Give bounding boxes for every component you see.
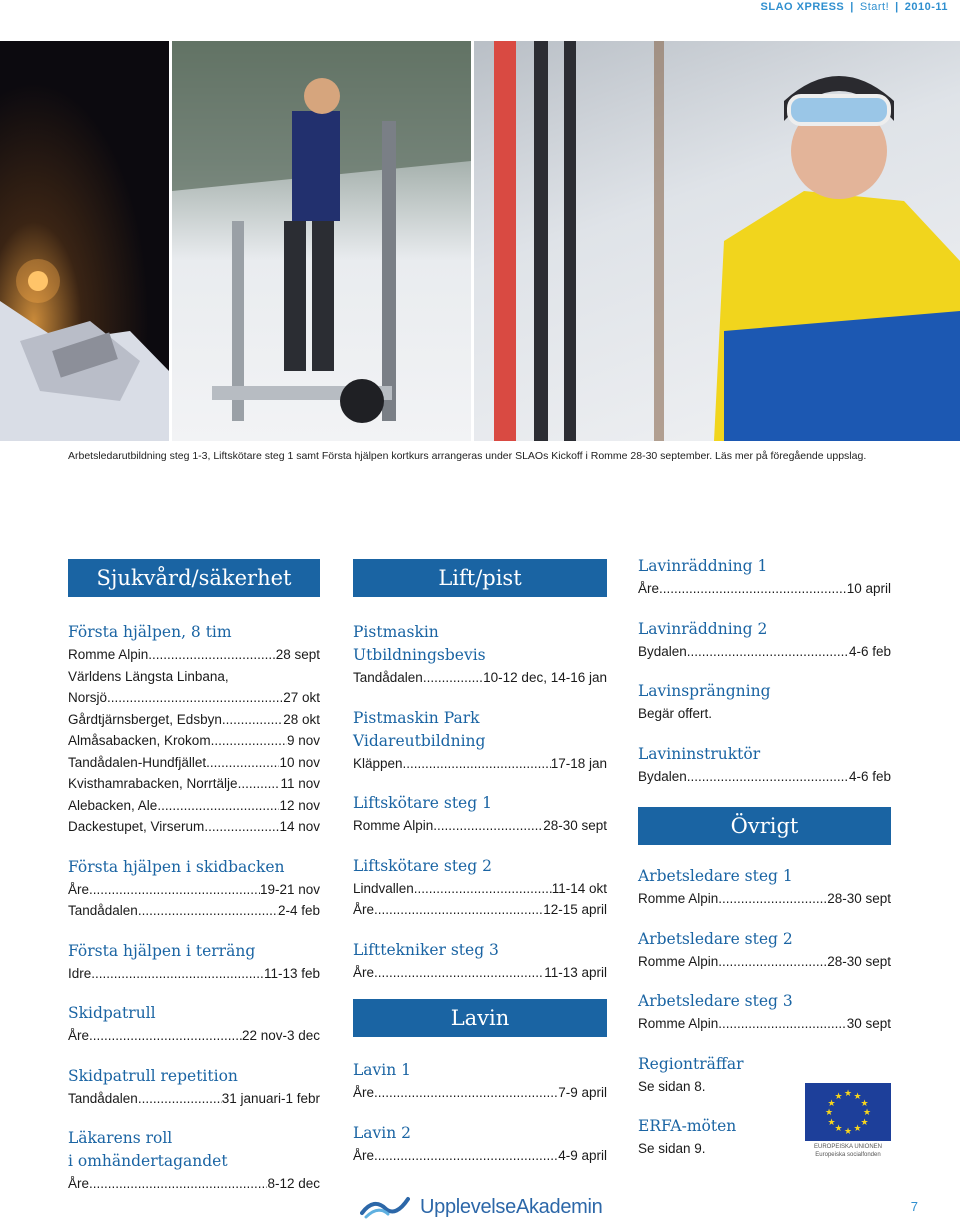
course-date: 10 nov [279,754,320,770]
section-banner-ovrigt: Övrigt [638,807,891,845]
running-header [761,1,948,13]
dot-leader [211,730,287,752]
dot-leader [718,888,827,910]
course-date-row [68,1025,320,1047]
course-section [68,856,320,922]
course-heading: Första hjälpen i skidbacken [68,857,285,876]
course-date: 10-12 dec, 14-16 jan [483,670,607,685]
course-section [353,1059,607,1104]
course-location: Åre [68,881,90,897]
eu-star-icon: ★ [825,1107,834,1117]
course-date-row [68,730,320,752]
course-date-row [68,773,320,795]
issue-date: 2010-11 [904,1,948,13]
dot-leader [433,815,543,837]
course-heading-line2: i omhändertagandet [68,1152,228,1170]
course-heading: Liftskötare steg 2 [353,856,492,875]
dot-leader [89,879,260,901]
eu-text [805,1143,891,1159]
eu-star-icon: ★ [853,1123,862,1134]
course-note: Världens Längsta Linbana, [68,668,229,684]
dot-leader [206,752,279,774]
separator: | [895,1,899,13]
course-location: Åre [353,1147,375,1163]
course-location: Alebacken, Ale [68,797,158,813]
page-number: 7 [910,1199,918,1214]
dot-leader [138,1088,222,1110]
eu-star-icon: ★ [844,1088,853,1098]
course-section [353,855,607,921]
course-location: Bydalen [638,768,687,784]
course-date-row [68,816,320,838]
course-heading: Arbetsledare steg 3 [638,992,793,1010]
course-date-row [353,1082,607,1104]
photo-ski-patroller [474,41,960,441]
column-lavin-ovrigt [638,555,891,1160]
course-date: 22 nov-3 dec [241,1028,320,1043]
course-heading: Lavinräddning 2 [638,619,768,638]
magazine-title: SLAO XPRESS [760,1,845,13]
course-date: 4-6 feb [848,643,891,659]
course-location: Norsjö [68,690,108,705]
course-heading-line2: Utbildningsbevis [353,646,486,664]
course-date: 4-9 april [558,1147,607,1163]
column-sjukvard [68,555,320,1195]
dot-leader [414,878,552,900]
course-date: 14 nov [279,819,320,834]
course-date-row [353,815,607,837]
photo-lift-worker [172,41,471,441]
course-section [353,792,607,837]
course-location: Åre [353,964,375,980]
course-date-row [353,667,607,689]
course-location: Åre [68,1028,90,1043]
course-heading: Liftskötare steg 1 [353,794,492,812]
course-list [353,1059,607,1166]
dot-leader [238,773,281,795]
course-date-row [638,888,891,910]
course-location: Kvisthamrabacken, Norrtälje [68,776,238,791]
course-date-row [68,752,320,774]
photo-strip [0,41,960,441]
course-location: Romme Alpin [353,818,434,833]
course-date: 2-4 feb [277,903,320,918]
photo-caption: Arbetsledarutbildning steg 1-3, Liftskötare steg 1 samt Första hjälpen kortkurs arrangeras under SLAOs Kickoff i Romme 28-30 september. Läs mer på föregående uppslag. [68,450,867,462]
course-note: Begär offert. [638,706,713,721]
course-note: Se sidan 9. [638,1141,706,1156]
course-location: Idre [68,965,92,981]
course-heading: Arbetsledare steg 2 [638,929,793,948]
eu-line2: Europeiska socialfonden [815,1152,881,1158]
course-heading: Pistmaskin Park [353,708,480,727]
course-location: Romme Alpin [638,891,719,906]
course-date-row [68,644,320,666]
course-section [68,621,320,838]
eu-star-icon: ★ [827,1097,836,1108]
eu-line1: EUROPEISKA UNIONEN [813,1144,882,1150]
course-location: Tandådalen [353,670,423,685]
course-heading: Lavinräddning 1 [638,557,768,575]
course-heading: Lavin 1 [353,1061,412,1079]
column-lift-pist [353,555,607,1166]
course-section [638,990,891,1035]
section-banner-lift-pist: Lift/pist [353,559,607,597]
course-heading-line2: Vidareutbildning [353,731,486,750]
course-section [638,555,891,600]
course-date-row [68,879,320,901]
brand-name: UpplevelseAkademin [420,1195,603,1218]
course-section [68,1002,320,1047]
dot-leader [91,963,264,985]
course-section [638,743,891,788]
course-date-row [68,1173,320,1195]
eu-logo [805,1083,891,1161]
dot-leader [204,816,279,838]
course-section [353,707,607,775]
course-date-row [353,878,607,900]
course-date: 28-30 sept [543,818,607,833]
dot-leader [374,1082,558,1104]
course-date: 28 sept [275,647,320,662]
course-date: 28-30 sept [827,891,891,906]
course-section [353,1122,607,1167]
course-section [638,680,891,725]
course-date-row [353,1145,607,1167]
course-section [68,940,320,985]
course-location: Romme Alpin [68,647,149,662]
swoosh-icon [360,1195,410,1219]
course-date: 4-6 feb [848,768,891,784]
dot-leader [374,962,544,984]
eu-star-icon: ★ [834,1123,843,1134]
eu-star-icon: ★ [853,1090,862,1101]
course-heading: Lifttekniker steg 3 [353,940,499,959]
dot-leader [423,667,483,689]
dot-leader [374,1145,558,1167]
course-heading: ERFA-möten [638,1117,737,1135]
course-location: Romme Alpin [638,953,719,969]
course-location: Åre [68,1176,90,1191]
course-location: Romme Alpin [638,1016,719,1031]
course-date: 19-21 nov [259,881,320,897]
course-date: 11-13 feb [263,965,320,981]
eu-star-icon: ★ [863,1107,872,1117]
dot-leader [687,641,849,663]
course-date: 11-14 okt [551,880,607,896]
course-location: Åre [353,902,375,917]
course-heading: Lavin 2 [353,1123,412,1142]
course-section [638,865,891,910]
eu-star-icon: ★ [860,1097,869,1108]
course-section [638,928,891,973]
course-heading: Regionträffar [638,1054,744,1073]
course-date: 11 nov [280,776,320,791]
course-location: Kläppen [353,755,403,771]
dot-leader [222,709,283,731]
course-heading: Arbetsledare steg 1 [638,867,793,885]
dot-leader [89,1173,267,1195]
course-date: 30 sept [846,1016,891,1031]
course-location: Lindvallen [353,880,414,896]
course-date: 8-12 dec [267,1176,320,1191]
section-banner-sjukvard: Sjukvård/säkerhet [68,559,320,597]
course-date-row [638,766,891,788]
course-date-row [638,1013,891,1035]
course-date-row [68,795,320,817]
course-heading: Läkarens roll [68,1129,173,1147]
eu-star-icon: ★ [834,1090,843,1101]
course-heading: Skidpatrull [68,1004,156,1022]
dot-leader [107,687,283,709]
course-list [353,621,607,983]
course-date: 10 april [846,581,891,596]
course-location: Tandådalen [68,1090,138,1106]
section-name: Start! [859,1,890,13]
course-date-row [353,753,607,775]
course-date: 12-15 april [543,902,607,917]
eu-star-icon: ★ [860,1116,869,1127]
course-date: 27 okt [283,690,320,705]
course-date-row [68,900,320,922]
course-heading: Pistmaskin [353,623,439,641]
dot-leader [138,900,278,922]
course-list [638,555,891,787]
photo-snow-groomer-night [0,41,169,441]
course-location: Bydalen [638,643,687,659]
course-heading: Första hjälpen i terräng [68,941,256,960]
dot-leader [687,766,849,788]
course-date: 11-13 april [544,964,607,980]
course-heading: Lavinsprängning [638,682,771,700]
course-location: Gårdtjärnsberget, Edsbyn [68,711,222,727]
dot-leader [718,951,827,973]
course-location: Åre [638,581,660,596]
course-date-row [638,951,891,973]
course-date-row [68,687,320,709]
eu-star-icon: ★ [844,1126,853,1136]
dot-leader [157,795,279,817]
course-heading: Lavininstruktör [638,744,761,763]
dot-leader [718,1013,846,1035]
dot-leader [148,644,275,666]
course-date-row [68,1088,320,1110]
course-date: 28 okt [283,711,320,727]
course-date-row [353,899,607,921]
course-heading: Första hjälpen, 8 tim [68,623,232,641]
dot-leader [659,578,847,600]
course-location: Almåsabacken, Krokom [68,733,211,748]
separator: | [850,1,854,13]
course-date-row [638,578,891,600]
course-section [68,1065,320,1110]
eu-star-icon: ★ [827,1116,836,1127]
course-location: Åre [353,1085,375,1100]
course-date: 12 nov [279,797,320,813]
dot-leader [374,899,543,921]
course-location: Tandådalen-Hundfjället [68,754,207,770]
course-date: 28-30 sept [827,953,891,969]
dot-leader [89,1025,242,1047]
course-date-row [353,962,607,984]
course-section [638,618,891,663]
course-location: Dackestupet, Virserum [68,819,205,834]
course-section [353,939,607,984]
course-date-row [638,641,891,663]
course-section [353,621,607,689]
course-date: 9 nov [286,733,320,748]
dot-leader [403,753,551,775]
course-date-row [68,709,320,731]
course-location: Tandådalen [68,903,138,918]
course-date-row [68,963,320,985]
upplevelseakademin-logo [360,1193,602,1221]
course-date: 31 januari-1 febr [221,1090,320,1106]
course-heading: Skidpatrull repetition [68,1066,238,1085]
section-banner-lavin: Lavin [353,999,607,1037]
course-date: 17-18 jan [550,755,607,771]
course-date: 7-9 april [558,1085,607,1100]
eu-flag-icon [805,1083,891,1141]
course-note: Se sidan 8. [638,1078,706,1094]
course-list [68,621,320,1195]
course-section [68,1127,320,1195]
